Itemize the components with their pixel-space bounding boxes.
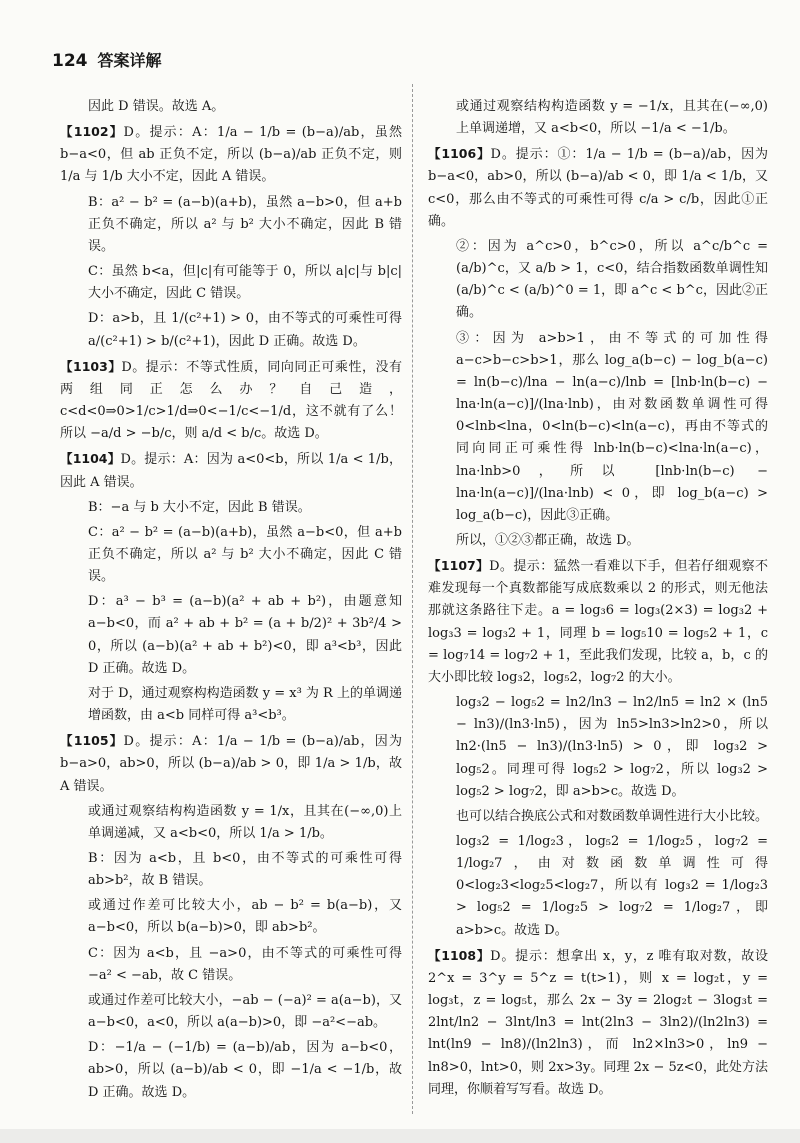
answer-text: D：a³ − b³ = (a−b)(a² + ab + b²)，由题意知 a−b<0，而 a² + ab + b² = (a + b/2)² + 3b²/4 > 0，所以 (a−b)(a² + ab + b²)<0，即 a³<b³，因此 D 正确。故选 D。 (88, 594, 402, 676)
answer-continuation (60, 261, 402, 305)
answer-text: ③：因为 a>b>1，由不等式的可加性得 a−c>b−c>b>1，那么 log_a(b−c) − log_b(a−c) = ln(b−c)/lna − ln(a−c)/lnb = [lnb·ln(b−c) − lna·ln(a−c)]/(lna·lnb)，由对数函数单调性可得 0<lnb<lna，0<ln(b−c)<ln(a−c)，再由不等式的同向同正可乘性得 lnb·ln(b−c)<lna·ln(a−c)，lna·lnb>0，所以 [lnb·ln(b−c) − lna·ln(a−c)]/(lna·lnb) < 0，即 log_b(a−c) > log_a(b−c)，因此③正确。 (456, 330, 768, 523)
answer-text: 或通过作差可比较大小，−ab − (−a)² = a(a−b)，又 a−b<0，a<0，所以 a(a−b)>0，即 −a²<−ab。 (88, 992, 402, 1031)
answer-continuation (60, 591, 402, 680)
answer-text: D。提示：猛然一看难以下手，但若仔细观察不难发现每一个真数都能写成底数乘以 2 的形式，则无他法那就这条路往下走。a = log₃6 = log₃(2×3) = log₃2 + log₃3 = log₃2 + 1，同理 b = log₅10 = log₅2 + 1，c = log₇14 = log₇2 + 1，至此我们发现，比较 a，b，c 的大小即比较 log₃2，log₅2，log₇2 的大小。 (428, 559, 768, 685)
answer-paragraph (428, 945, 768, 1101)
answer-continuation (428, 236, 768, 325)
answer-text: D。提示：不等式性质，同向同正可乘性，没有两组同正怎么办？自己造，c<d<0⇒0>1/c>1/d⇒0<−1/c<−1/d，这不就有了么！所以 −a/d > −b/c，则 a/d < b/c。故选 D。 (60, 359, 402, 442)
answer-continuation (60, 895, 402, 939)
answer-text: B：因为 a<b，且 b<0，由不等式的可乘性可得 ab>b²，故 B 错误。 (88, 851, 402, 889)
right-column (428, 96, 768, 1104)
page-footer-band (0, 1129, 800, 1143)
answer-text: 或通过作差可比较大小，ab − b² = b(a−b)，又 a−b<0，所以 b(a−b)>0，即 ab>b²。 (88, 898, 402, 936)
question-number: 【1108】 (428, 947, 491, 963)
answer-text: log₃2 − log₅2 = ln2/ln3 − ln2/ln5 = ln2 × (ln5 − ln3)/(ln3·ln5)，因为 ln5>ln3>ln2>0，所以 ln2·(ln5 − ln3)/(ln3·ln5) > 0，即 log₃2 > log₅2。同理可得 log₅2 > log₇2，所以 log₃2 > log₅2 > log₇2，即 a>b>c。故选 D。 (456, 695, 768, 799)
question-number: 【1107】 (428, 558, 490, 574)
answer-text: D。提示：①：1/a − 1/b = (b−a)/ab，因为 b−a<0，ab>0，所以 (b−a)/ab < 0，即 1/a < 1/b，又 c<0，那么由不等式的可乘性可得 c/a > c/b，因此①正确。 (428, 147, 768, 229)
answer-text: D。提示：想拿出 x，y，z 唯有取对数，故设 2^x = 3^y = 5^z = t(t>1)，则 x = log₂t，y = log₃t，z = log₅t，那么 2x − 3y = 2log₂t − 3log₃t = 2lnt/ln2 − 3lnt/ln3 = lnt(2ln3 − 3ln2)/(ln2ln3) = lnt(ln9 − ln8)/(ln2ln3)，而 ln2×ln3>0，ln9 − ln8>0，lnt>0，则 2x>3y。同理 2x − 5z<0，此处方法同理，你顺着写写看。故选 D。 (428, 948, 768, 1097)
answer-text: C：因为 a<b，且 −a>0，由不等式的可乘性可得 −a² < −ab，故 C 错误。 (88, 945, 402, 983)
answer-continuation (60, 990, 402, 1034)
answer-text: B：−a 与 b 大小不定，因此 B 错误。 (88, 499, 311, 515)
answer-text: D。提示：A：1/a − 1/b = (b−a)/ab，因为 b−a>0，ab>0，所以 (b−a)/ab > 0，即 1/a > 1/b，故 A 错误。 (60, 734, 403, 794)
answer-continuation (60, 96, 402, 118)
answer-text: 所以，①②③都正确，故选 D。 (456, 532, 640, 548)
answer-text: D：−1/a − (−1/b) = (a−b)/ab，因为 a−b<0，ab>0，所以 (a−b)/ab < 0，即 −1/a < −1/b，故 D 正确。故选 D。 (88, 1040, 402, 1100)
question-number: 【1106】 (428, 146, 491, 162)
answer-paragraph (60, 730, 402, 797)
left-column (60, 96, 402, 1107)
answer-text: 因此 D 错误。故选 A。 (88, 99, 225, 114)
answer-text: D：a>b，且 1/(c²+1) > 0，由不等式的可乘性可得 a/(c²+1) > b/(c²+1)，因此 D 正确。故选 D。 (88, 311, 402, 349)
answer-continuation (428, 831, 768, 942)
answer-text: C：a² − b² = (a−b)(a+b)，虽然 a−b<0，但 a+b 正负不确定，所以 a² 与 b² 大小不确定，因此 C 错误。 (88, 524, 402, 585)
question-number: 【1103】 (60, 358, 122, 374)
answer-paragraph (428, 555, 768, 689)
answer-text: C：虽然 b<a，但|c|有可能等于 0，所以 a|c|与 b|c|大小不确定，因此 C 错误。 (88, 264, 402, 302)
question-number: 【1102】 (60, 124, 124, 140)
answer-text: ②：因为 a^c>0，b^c>0，所以 a^c/b^c = (a/b)^c，又 a/b > 1，c<0，结合指数函数单调性知 (a/b)^c < (a/b)^0 = 1，即 a^c < b^c，因此②正确。 (456, 238, 768, 321)
answer-text: D。提示：A：1/a − 1/b = (b−a)/ab，虽然 b−a<0，但 ab 正负不定，所以 (b−a)/ab 正负不定，则 1/a 与 1/b 大小不定，因此 A 错误。 (60, 125, 403, 185)
answer-paragraph (60, 448, 402, 493)
answer-continuation (60, 308, 402, 352)
answer-paragraph (60, 356, 402, 446)
answer-continuation (60, 1037, 402, 1103)
page-number: 124 (52, 51, 88, 71)
answer-continuation (428, 692, 768, 803)
answer-text: 或通过观察结构构造函数 y = −1/x，且其在(−∞,0)上单调递增，又 a<b<0，所以 −1/a < −1/b。 (456, 99, 768, 137)
answer-continuation (428, 328, 768, 527)
answer-paragraph (428, 143, 768, 233)
question-number: 【1104】 (60, 451, 121, 467)
answer-text: 也可以结合换底公式和对数函数单调性进行大小比较。 (456, 808, 769, 824)
answer-text: log₃2 = 1/log₂3，log₅2 = 1/log₂5，log₇2 = 1/log₂7，由对数函数单调性可得 0<log₂3<log₂5<log₂7，所以有 log₃2 = 1/log₂3 > log₅2 = 1/log₂5 > log₇2 = 1/log₂7，即 a>b>c。故选 D。 (456, 834, 768, 938)
answer-continuation (60, 801, 402, 845)
answer-continuation (60, 522, 402, 588)
answer-continuation (60, 192, 402, 258)
answer-continuation (428, 530, 768, 552)
answer-paragraph (60, 121, 402, 188)
answer-continuation (60, 683, 402, 727)
page-header (52, 48, 162, 71)
answer-text: B：a² − b² = (a−b)(a+b)，虽然 a−b>0，但 a+b 正负不确定，所以 a² 与 b² 大小不确定，因此 B 错误。 (88, 194, 402, 254)
answer-continuation (60, 943, 402, 987)
answer-text: 对于 D，通过观察构构造函数 y = x³ 为 R 上的单调递增函数，由 a<b 同样可得 a³<b³。 (88, 685, 402, 724)
answer-continuation (60, 497, 402, 519)
column-divider (412, 84, 413, 1114)
question-number: 【1105】 (60, 733, 124, 749)
answer-continuation (428, 806, 768, 828)
answer-continuation (60, 848, 402, 892)
answer-text: 或通过观察结构构造函数 y = 1/x，且其在(−∞,0)上单调递减，又 a<b<0，所以 1/a > 1/b。 (88, 803, 402, 841)
answer-text: D。提示：A：因为 a<0<b，所以 1/a < 1/b，因此 A 错误。 (60, 452, 402, 490)
section-title: 答案详解 (97, 51, 162, 70)
answer-continuation (428, 96, 768, 140)
